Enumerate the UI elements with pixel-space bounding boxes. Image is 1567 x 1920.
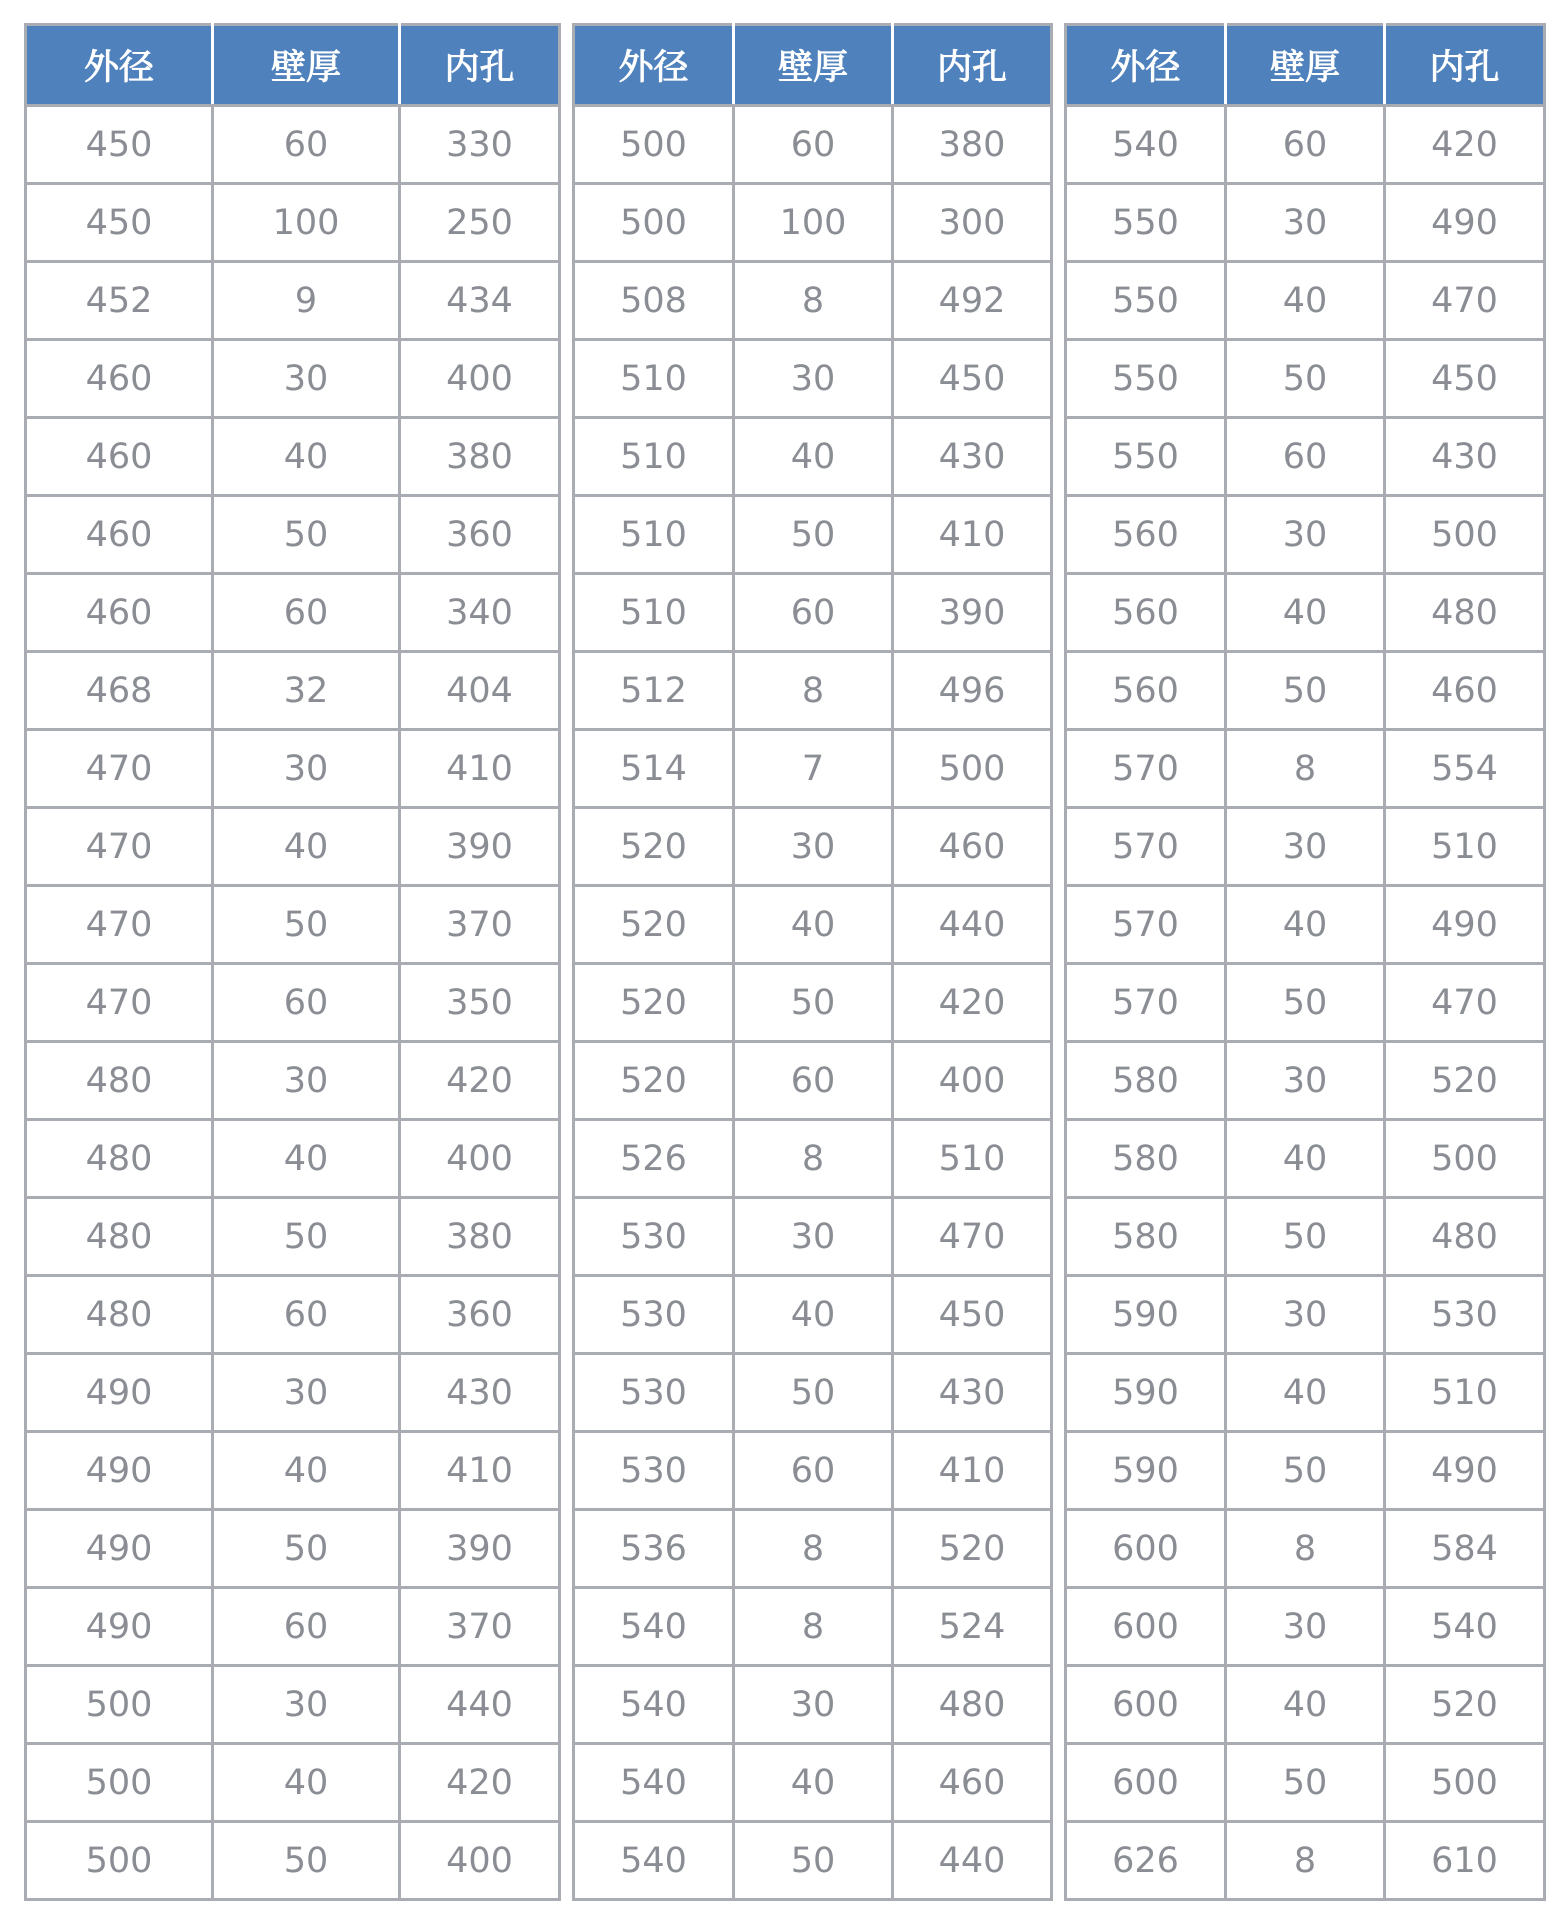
outer-diameter-cell: 452 (26, 262, 213, 340)
outer-diameter-cell: 550 (1066, 340, 1226, 418)
inner-diameter-cell: 490 (1385, 886, 1545, 964)
table-row (26, 496, 560, 574)
inner-diameter-cell: 340 (400, 574, 560, 652)
outer-diameter-cell: 560 (1066, 574, 1226, 652)
table-row (1066, 1666, 1545, 1744)
wall-thickness-cell: 60 (213, 106, 400, 184)
outer-diameter-cell: 520 (574, 964, 734, 1042)
wall-thickness-cell: 30 (1226, 184, 1385, 262)
outer-diameter-cell: 550 (1066, 418, 1226, 496)
inner-diameter-cell: 524 (893, 1588, 1052, 1666)
wall-thickness-cell: 100 (213, 184, 400, 262)
table-row (574, 184, 1052, 262)
wall-thickness-cell: 50 (1226, 964, 1385, 1042)
outer-diameter-cell: 600 (1066, 1588, 1226, 1666)
outer-diameter-cell: 520 (574, 808, 734, 886)
outer-diameter-cell: 550 (1066, 262, 1226, 340)
inner-diameter-cell: 470 (1385, 262, 1545, 340)
table-row (26, 1666, 560, 1744)
outer-diameter-cell: 580 (1066, 1120, 1226, 1198)
inner-diameter-cell: 400 (400, 1822, 560, 1900)
spec-table-1 (24, 23, 561, 1901)
inner-diameter-cell: 420 (400, 1042, 560, 1120)
outer-diameter-cell: 570 (1066, 964, 1226, 1042)
outer-diameter-cell: 500 (574, 184, 734, 262)
wall-thickness-cell: 60 (213, 964, 400, 1042)
outer-diameter-cell: 468 (26, 652, 213, 730)
inner-diameter-cell: 410 (893, 1432, 1052, 1510)
inner-diameter-cell: 510 (1385, 1354, 1545, 1432)
inner-diameter-cell: 460 (893, 808, 1052, 886)
wall-thickness-cell: 8 (734, 1510, 893, 1588)
inner-diameter-cell: 450 (1385, 340, 1545, 418)
outer-diameter-cell: 460 (26, 340, 213, 418)
table-row (26, 1120, 560, 1198)
inner-diameter-cell: 500 (893, 730, 1052, 808)
outer-diameter-cell: 540 (574, 1744, 734, 1822)
outer-diameter-cell: 590 (1066, 1276, 1226, 1354)
wall-thickness-cell: 40 (213, 808, 400, 886)
table-row (26, 1588, 560, 1666)
inner-diameter-cell: 510 (1385, 808, 1545, 886)
wall-thickness-cell: 60 (734, 574, 893, 652)
outer-diameter-cell: 490 (26, 1354, 213, 1432)
table-row (574, 1666, 1052, 1744)
table-row (574, 1276, 1052, 1354)
wall-thickness-cell: 40 (1226, 1666, 1385, 1744)
wall-thickness-cell: 30 (213, 730, 400, 808)
inner-diameter-cell: 430 (893, 418, 1052, 496)
table-row (26, 964, 560, 1042)
wall-thickness-cell: 30 (213, 340, 400, 418)
outer-diameter-cell: 520 (574, 886, 734, 964)
inner-diameter-cell: 490 (1385, 1432, 1545, 1510)
table-row (1066, 1042, 1545, 1120)
table-row (1066, 418, 1545, 496)
outer-diameter-cell: 600 (1066, 1510, 1226, 1588)
wall-thickness-cell: 30 (1226, 1588, 1385, 1666)
inner-diameter-cell: 500 (1385, 1744, 1545, 1822)
table-row (574, 262, 1052, 340)
outer-diameter-cell: 480 (26, 1276, 213, 1354)
wall-thickness-cell: 30 (1226, 1042, 1385, 1120)
inner-diameter-cell: 430 (400, 1354, 560, 1432)
table-row (26, 1198, 560, 1276)
header-outer-diameter: 外径 (574, 25, 734, 106)
table-row (26, 574, 560, 652)
outer-diameter-cell: 450 (26, 184, 213, 262)
wall-thickness-cell: 30 (1226, 808, 1385, 886)
inner-diameter-cell: 390 (893, 574, 1052, 652)
wall-thickness-cell: 50 (213, 496, 400, 574)
outer-diameter-cell: 626 (1066, 1822, 1226, 1900)
wall-thickness-cell: 60 (734, 106, 893, 184)
wall-thickness-cell: 40 (1226, 574, 1385, 652)
table-row (574, 730, 1052, 808)
wall-thickness-cell: 40 (1226, 262, 1385, 340)
table-row (1066, 1744, 1545, 1822)
wall-thickness-cell: 40 (1226, 1354, 1385, 1432)
spec-table-2 (572, 23, 1053, 1901)
inner-diameter-cell: 434 (400, 262, 560, 340)
table-row (1066, 106, 1545, 184)
wall-thickness-cell: 50 (1226, 1744, 1385, 1822)
outer-diameter-cell: 510 (574, 340, 734, 418)
wall-thickness-cell: 30 (213, 1354, 400, 1432)
table-row (1066, 1432, 1545, 1510)
inner-diameter-cell: 400 (893, 1042, 1052, 1120)
outer-diameter-cell: 500 (26, 1744, 213, 1822)
outer-diameter-cell: 570 (1066, 886, 1226, 964)
wall-thickness-cell: 40 (734, 1744, 893, 1822)
inner-diameter-cell: 390 (400, 808, 560, 886)
outer-diameter-cell: 510 (574, 496, 734, 574)
inner-diameter-cell: 440 (400, 1666, 560, 1744)
table-header-row (574, 25, 1052, 106)
wall-thickness-cell: 60 (213, 1588, 400, 1666)
table-row (574, 808, 1052, 886)
wall-thickness-cell: 40 (213, 418, 400, 496)
table-row (26, 886, 560, 964)
wall-thickness-cell: 30 (734, 808, 893, 886)
inner-diameter-cell: 490 (1385, 184, 1545, 262)
wall-thickness-cell: 30 (734, 1198, 893, 1276)
inner-diameter-cell: 520 (893, 1510, 1052, 1588)
inner-diameter-cell: 430 (1385, 418, 1545, 496)
inner-diameter-cell: 520 (1385, 1042, 1545, 1120)
outer-diameter-cell: 490 (26, 1588, 213, 1666)
outer-diameter-cell: 480 (26, 1198, 213, 1276)
table-row (1066, 262, 1545, 340)
table-row (26, 808, 560, 886)
table-row (26, 1822, 560, 1900)
wall-thickness-cell: 30 (1226, 496, 1385, 574)
table-row (574, 340, 1052, 418)
inner-diameter-cell: 530 (1385, 1276, 1545, 1354)
table-row (26, 1276, 560, 1354)
outer-diameter-cell: 580 (1066, 1042, 1226, 1120)
wall-thickness-cell: 32 (213, 652, 400, 730)
wall-thickness-cell: 8 (734, 652, 893, 730)
inner-diameter-cell: 420 (1385, 106, 1545, 184)
inner-diameter-cell: 360 (400, 496, 560, 574)
header-inner-diameter: 内孔 (400, 25, 560, 106)
wall-thickness-cell: 50 (734, 1822, 893, 1900)
outer-diameter-cell: 500 (574, 106, 734, 184)
inner-diameter-cell: 480 (893, 1666, 1052, 1744)
wall-thickness-cell: 50 (734, 1354, 893, 1432)
table-row (1066, 808, 1545, 886)
inner-diameter-cell: 480 (1385, 574, 1545, 652)
wall-thickness-cell: 40 (734, 418, 893, 496)
outer-diameter-cell: 550 (1066, 184, 1226, 262)
wall-thickness-cell: 50 (213, 1198, 400, 1276)
inner-diameter-cell: 330 (400, 106, 560, 184)
outer-diameter-cell: 510 (574, 418, 734, 496)
table-row (574, 1510, 1052, 1588)
inner-diameter-cell: 250 (400, 184, 560, 262)
outer-diameter-cell: 450 (26, 106, 213, 184)
table-row (26, 340, 560, 418)
table-row (574, 106, 1052, 184)
table-row (1066, 1510, 1545, 1588)
table-header-row (26, 25, 560, 106)
outer-diameter-cell: 590 (1066, 1354, 1226, 1432)
wall-thickness-cell: 100 (734, 184, 893, 262)
outer-diameter-cell: 560 (1066, 496, 1226, 574)
outer-diameter-cell: 530 (574, 1198, 734, 1276)
inner-diameter-cell: 370 (400, 886, 560, 964)
outer-diameter-cell: 500 (26, 1822, 213, 1900)
inner-diameter-cell: 400 (400, 340, 560, 418)
wall-thickness-cell: 50 (213, 1822, 400, 1900)
table-row (1066, 1198, 1545, 1276)
inner-diameter-cell: 390 (400, 1510, 560, 1588)
wall-thickness-cell: 40 (213, 1432, 400, 1510)
wall-thickness-cell: 50 (734, 496, 893, 574)
inner-diameter-cell: 554 (1385, 730, 1545, 808)
table-row (574, 886, 1052, 964)
table-row (1066, 496, 1545, 574)
wall-thickness-cell: 7 (734, 730, 893, 808)
spec-table-3 (1064, 23, 1546, 1901)
table-row (1066, 1822, 1545, 1900)
wall-thickness-cell: 50 (734, 964, 893, 1042)
wall-thickness-cell: 8 (1226, 1822, 1385, 1900)
inner-diameter-cell: 410 (893, 496, 1052, 574)
table-row (574, 1432, 1052, 1510)
wall-thickness-cell: 8 (734, 262, 893, 340)
table-row (26, 262, 560, 340)
header-inner-diameter: 内孔 (893, 25, 1052, 106)
table-row (26, 1042, 560, 1120)
outer-diameter-cell: 570 (1066, 808, 1226, 886)
wall-thickness-cell: 30 (1226, 1276, 1385, 1354)
outer-diameter-cell: 560 (1066, 652, 1226, 730)
inner-diameter-cell: 460 (1385, 652, 1545, 730)
table-row (574, 1042, 1052, 1120)
wall-thickness-cell: 60 (734, 1432, 893, 1510)
inner-diameter-cell: 410 (400, 1432, 560, 1510)
inner-diameter-cell: 350 (400, 964, 560, 1042)
outer-diameter-cell: 460 (26, 574, 213, 652)
wall-thickness-cell: 50 (1226, 1432, 1385, 1510)
wall-thickness-cell: 8 (1226, 1510, 1385, 1588)
table-row (1066, 652, 1545, 730)
outer-diameter-cell: 526 (574, 1120, 734, 1198)
inner-diameter-cell: 300 (893, 184, 1052, 262)
inner-diameter-cell: 496 (893, 652, 1052, 730)
header-outer-diameter: 外径 (1066, 25, 1226, 106)
wall-thickness-cell: 40 (1226, 886, 1385, 964)
table-row (574, 964, 1052, 1042)
outer-diameter-cell: 460 (26, 418, 213, 496)
outer-diameter-cell: 500 (26, 1666, 213, 1744)
outer-diameter-cell: 570 (1066, 730, 1226, 808)
wall-thickness-cell: 60 (213, 1276, 400, 1354)
header-outer-diameter: 外径 (26, 25, 213, 106)
header-wall-thickness: 壁厚 (213, 25, 400, 106)
table-row (26, 652, 560, 730)
wall-thickness-cell: 8 (1226, 730, 1385, 808)
table-row (574, 1198, 1052, 1276)
table-row (1066, 1588, 1545, 1666)
wall-thickness-cell: 30 (734, 1666, 893, 1744)
inner-diameter-cell: 380 (893, 106, 1052, 184)
inner-diameter-cell: 460 (893, 1744, 1052, 1822)
table-row (1066, 1354, 1545, 1432)
wall-thickness-cell: 40 (734, 886, 893, 964)
table-row (574, 1744, 1052, 1822)
inner-diameter-cell: 540 (1385, 1588, 1545, 1666)
outer-diameter-cell: 490 (26, 1510, 213, 1588)
wall-thickness-cell: 60 (213, 574, 400, 652)
outer-diameter-cell: 600 (1066, 1666, 1226, 1744)
table-row (26, 1432, 560, 1510)
table-row (1066, 964, 1545, 1042)
inner-diameter-cell: 584 (1385, 1510, 1545, 1588)
wall-thickness-cell: 8 (734, 1588, 893, 1666)
table-row (26, 184, 560, 262)
inner-diameter-cell: 480 (1385, 1198, 1545, 1276)
table-row (26, 1510, 560, 1588)
table-row (1066, 1276, 1545, 1354)
table-row (26, 1354, 560, 1432)
wall-thickness-cell: 50 (213, 1510, 400, 1588)
outer-diameter-cell: 514 (574, 730, 734, 808)
table-row (1066, 184, 1545, 262)
outer-diameter-cell: 600 (1066, 1744, 1226, 1822)
table-header-row (1066, 25, 1545, 106)
outer-diameter-cell: 510 (574, 574, 734, 652)
inner-diameter-cell: 380 (400, 1198, 560, 1276)
inner-diameter-cell: 370 (400, 1588, 560, 1666)
outer-diameter-cell: 530 (574, 1354, 734, 1432)
table-row (1066, 1120, 1545, 1198)
inner-diameter-cell: 470 (1385, 964, 1545, 1042)
table-row (1066, 886, 1545, 964)
outer-diameter-cell: 470 (26, 730, 213, 808)
wall-thickness-cell: 40 (213, 1744, 400, 1822)
inner-diameter-cell: 510 (893, 1120, 1052, 1198)
wall-thickness-cell: 60 (1226, 106, 1385, 184)
inner-diameter-cell: 400 (400, 1120, 560, 1198)
outer-diameter-cell: 530 (574, 1276, 734, 1354)
outer-diameter-cell: 460 (26, 496, 213, 574)
outer-diameter-cell: 536 (574, 1510, 734, 1588)
table-row (574, 496, 1052, 574)
table-row (26, 106, 560, 184)
outer-diameter-cell: 480 (26, 1120, 213, 1198)
outer-diameter-cell: 590 (1066, 1432, 1226, 1510)
inner-diameter-cell: 450 (893, 1276, 1052, 1354)
header-wall-thickness: 壁厚 (1226, 25, 1385, 106)
table-row (574, 1588, 1052, 1666)
table-row (1066, 340, 1545, 418)
outer-diameter-cell: 512 (574, 652, 734, 730)
outer-diameter-cell: 480 (26, 1042, 213, 1120)
wall-thickness-cell: 30 (213, 1666, 400, 1744)
wall-thickness-cell: 60 (1226, 418, 1385, 496)
wall-thickness-cell: 40 (213, 1120, 400, 1198)
outer-diameter-cell: 540 (574, 1588, 734, 1666)
outer-diameter-cell: 508 (574, 262, 734, 340)
inner-diameter-cell: 440 (893, 886, 1052, 964)
outer-diameter-cell: 540 (574, 1666, 734, 1744)
table-row (574, 1822, 1052, 1900)
table-row (574, 1120, 1052, 1198)
outer-diameter-cell: 470 (26, 964, 213, 1042)
wall-thickness-cell: 40 (734, 1276, 893, 1354)
outer-diameter-cell: 490 (26, 1432, 213, 1510)
wall-thickness-cell: 40 (1226, 1120, 1385, 1198)
table-row (1066, 730, 1545, 808)
inner-diameter-cell: 420 (893, 964, 1052, 1042)
inner-diameter-cell: 420 (400, 1744, 560, 1822)
table-row (26, 1744, 560, 1822)
table-row (574, 652, 1052, 730)
outer-diameter-cell: 540 (574, 1822, 734, 1900)
inner-diameter-cell: 404 (400, 652, 560, 730)
inner-diameter-cell: 380 (400, 418, 560, 496)
table-row (574, 418, 1052, 496)
wall-thickness-cell: 9 (213, 262, 400, 340)
wall-thickness-cell: 50 (1226, 652, 1385, 730)
wall-thickness-cell: 30 (734, 340, 893, 418)
inner-diameter-cell: 500 (1385, 496, 1545, 574)
inner-diameter-cell: 492 (893, 262, 1052, 340)
outer-diameter-cell: 470 (26, 886, 213, 964)
table-row (1066, 574, 1545, 652)
inner-diameter-cell: 470 (893, 1198, 1052, 1276)
header-inner-diameter: 内孔 (1385, 25, 1545, 106)
outer-diameter-cell: 540 (1066, 106, 1226, 184)
wall-thickness-cell: 60 (734, 1042, 893, 1120)
wall-thickness-cell: 50 (1226, 340, 1385, 418)
inner-diameter-cell: 520 (1385, 1666, 1545, 1744)
outer-diameter-cell: 520 (574, 1042, 734, 1120)
table-row (574, 1354, 1052, 1432)
inner-diameter-cell: 610 (1385, 1822, 1545, 1900)
inner-diameter-cell: 410 (400, 730, 560, 808)
wall-thickness-cell: 30 (213, 1042, 400, 1120)
inner-diameter-cell: 500 (1385, 1120, 1545, 1198)
table-row (26, 418, 560, 496)
wall-thickness-cell: 50 (1226, 1198, 1385, 1276)
table-row (26, 730, 560, 808)
table-row (574, 574, 1052, 652)
inner-diameter-cell: 440 (893, 1822, 1052, 1900)
inner-diameter-cell: 430 (893, 1354, 1052, 1432)
outer-diameter-cell: 580 (1066, 1198, 1226, 1276)
wall-thickness-cell: 50 (213, 886, 400, 964)
outer-diameter-cell: 530 (574, 1432, 734, 1510)
header-wall-thickness: 壁厚 (734, 25, 893, 106)
inner-diameter-cell: 360 (400, 1276, 560, 1354)
inner-diameter-cell: 450 (893, 340, 1052, 418)
wall-thickness-cell: 8 (734, 1120, 893, 1198)
outer-diameter-cell: 470 (26, 808, 213, 886)
